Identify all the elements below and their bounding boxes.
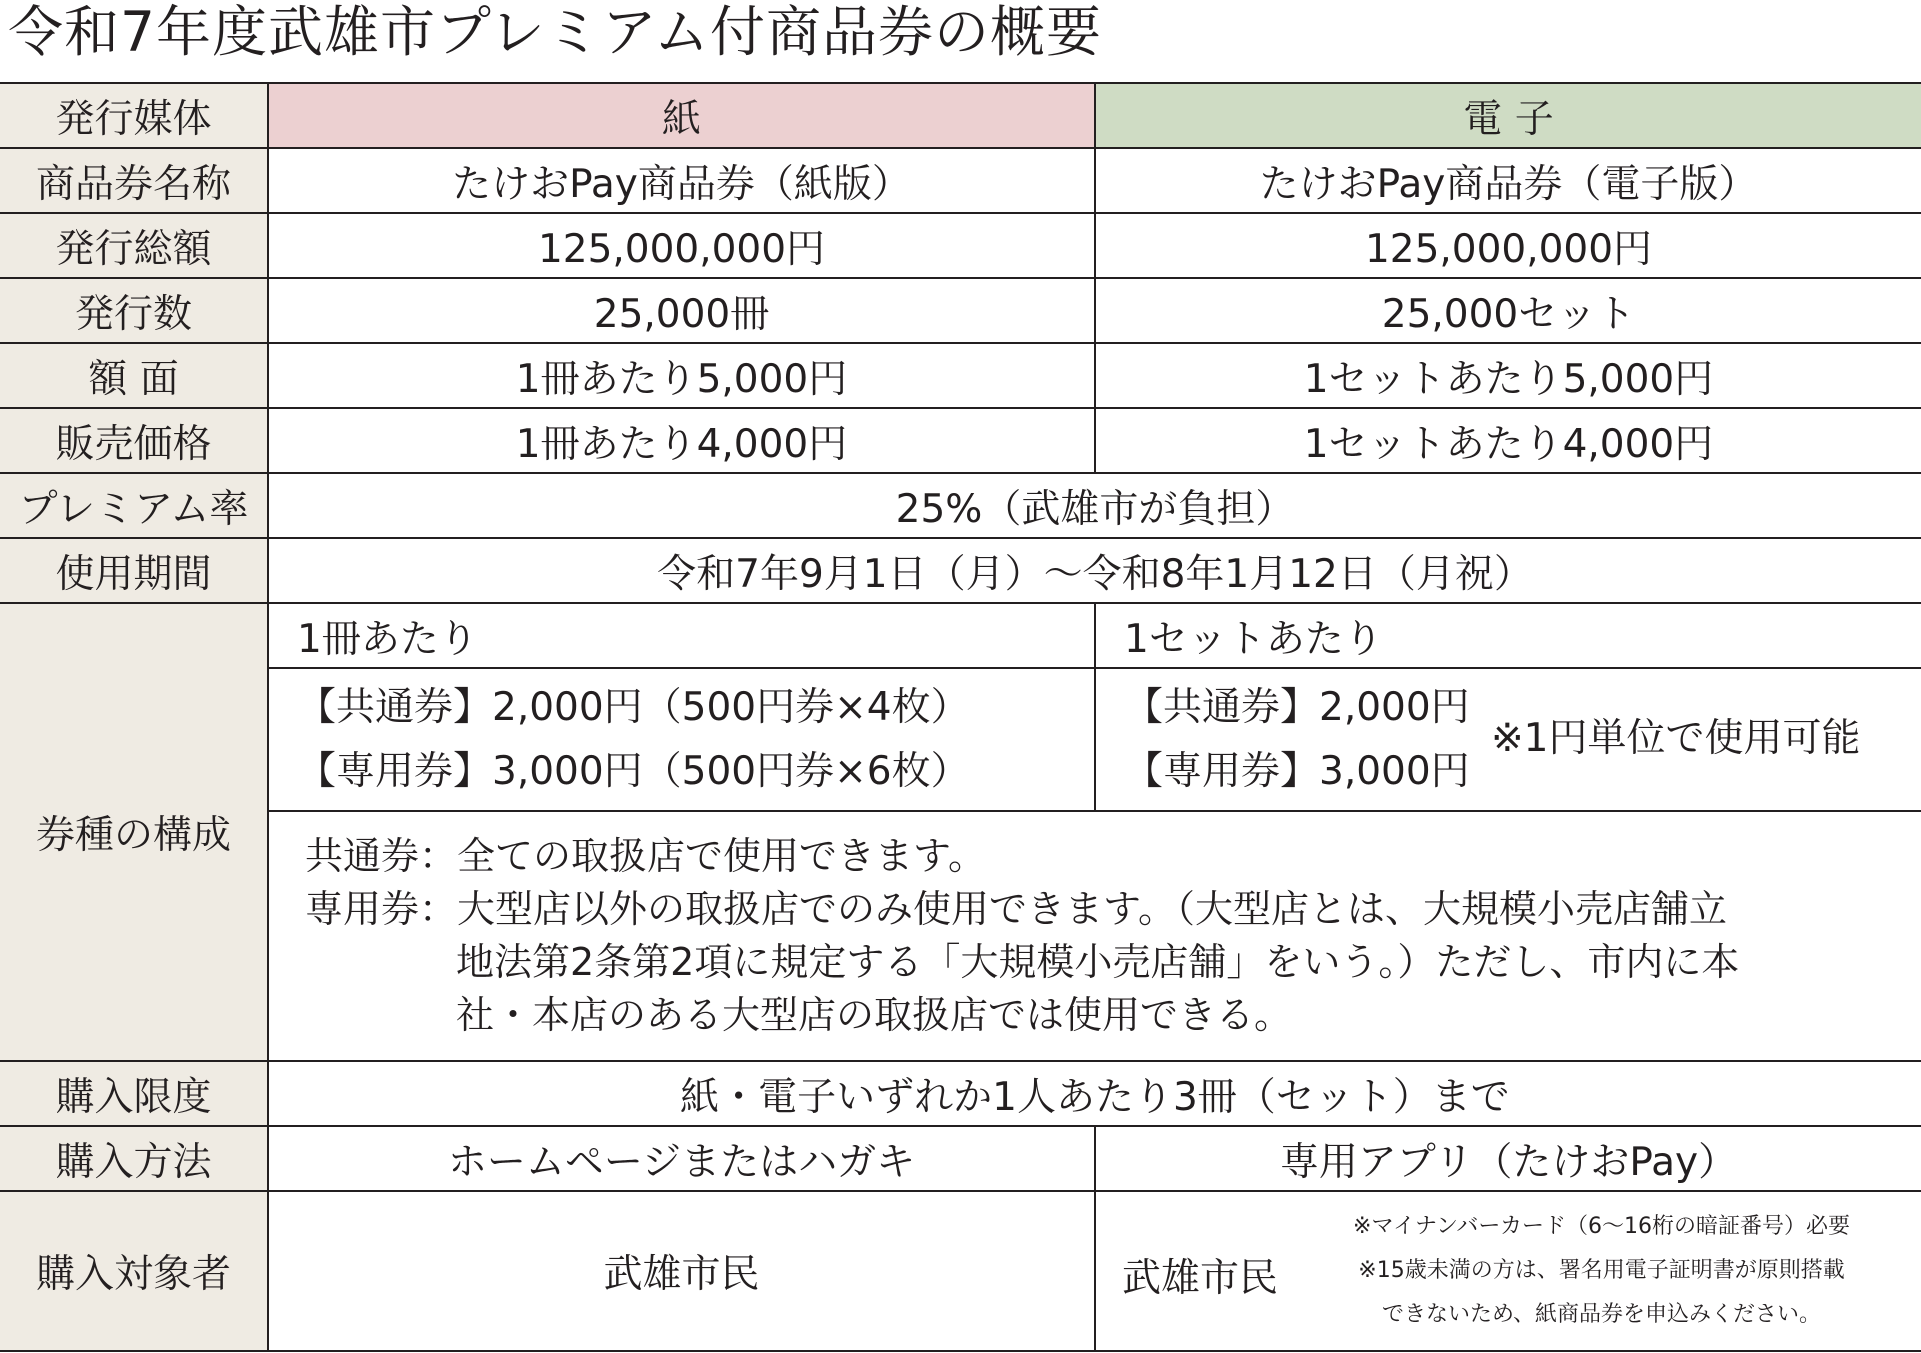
- summary-table: [0, 82, 1921, 1352]
- paper-value: 武雄市民: [268, 1191, 1095, 1351]
- row-period: [0, 538, 1921, 603]
- electronic-value: 専用アプリ（たけおPay）: [1095, 1126, 1921, 1191]
- row-label: 発行総額: [0, 213, 268, 278]
- row-name: [0, 148, 1921, 213]
- row-label: 額 面: [0, 343, 268, 408]
- electronic-usage-note: ※1円単位で使用可能: [1491, 716, 1861, 761]
- paper-tickets: [268, 668, 1095, 811]
- paper-per: 1冊あたり: [268, 603, 1095, 668]
- paper-value: 125,000,000円: [268, 213, 1095, 278]
- row-label: 使用期間: [0, 538, 268, 603]
- row-price: [0, 408, 1921, 473]
- page-title: 令和7年度武雄市プレミアム付商品券の概要: [8, 0, 1102, 64]
- electronic-header: 電 子: [1095, 83, 1921, 148]
- row-total: [0, 213, 1921, 278]
- electronic-common-ticket: 【共通券】2,000円: [1124, 684, 1470, 730]
- electronic-tickets: [1095, 668, 1921, 811]
- row-label: 商品券名称: [0, 148, 268, 213]
- electronic-target-cell: [1095, 1191, 1921, 1351]
- row-label: 購入方法: [0, 1126, 268, 1191]
- paper-value: 1冊あたり4,000円: [268, 408, 1095, 473]
- electronic-value: 25,000セット: [1095, 278, 1921, 343]
- row-composition-per: [0, 603, 1921, 668]
- row-label: プレミアム率: [0, 473, 268, 538]
- row-face: [0, 343, 1921, 408]
- row-target: [0, 1191, 1921, 1351]
- row-label: 発行媒体: [0, 83, 268, 148]
- row-media: [0, 83, 1921, 148]
- row-composition-tickets: [0, 668, 1921, 811]
- electronic-value: 武雄市民: [1122, 1256, 1279, 1301]
- row-label: 購入対象者: [0, 1191, 268, 1351]
- row-label: 購入限度: [0, 1061, 268, 1126]
- target-note-3: できないため、紙商品券を申込みください。: [1381, 1302, 1822, 1327]
- target-note-2: ※15歳未満の方は、署名用電子証明書が原則搭載: [1358, 1258, 1845, 1283]
- paper-value: たけおPay商品券（紙版）: [268, 148, 1095, 213]
- row-label: 販売価格: [0, 408, 268, 473]
- paper-value: ホームページまたはハガキ: [268, 1126, 1095, 1191]
- special-ticket-desc-3: 社・本店のある大型店の取扱店では使用できる。: [456, 993, 1293, 1037]
- electronic-per: 1セットあたり: [1095, 603, 1921, 668]
- row-premium: [0, 473, 1921, 538]
- limit-value: 紙・電子いずれか1人あたり3冊（セット）まで: [268, 1061, 1921, 1126]
- special-ticket-desc-2: 地法第2条第2項に規定する「大規模小売店舗」をいう。）ただし、市内に本: [456, 940, 1740, 984]
- row-label: 券種の構成: [0, 603, 268, 1061]
- special-ticket-desc-1: 専用券：大型店以外の取扱店でのみ使用できます。（大型店とは、大規模小売店舗立: [305, 887, 1727, 931]
- electronic-special-ticket: 【専用券】3,000円: [1124, 748, 1470, 794]
- row-composition-desc: [0, 811, 1921, 1061]
- row-label: 発行数: [0, 278, 268, 343]
- premium-value: 25%（武雄市が負担）: [268, 473, 1921, 538]
- paper-common-ticket: 【共通券】2,000円（500円券×4枚）: [297, 684, 970, 730]
- electronic-value: 125,000,000円: [1095, 213, 1921, 278]
- period-value: 令和7年9月1日（月）～令和8年1月12日（月祝）: [268, 538, 1921, 603]
- target-note-1: ※マイナンバーカード（6～16桁の暗証番号）必要: [1353, 1214, 1850, 1239]
- row-count: [0, 278, 1921, 343]
- electronic-value: 1セットあたり4,000円: [1095, 408, 1921, 473]
- row-method: [0, 1126, 1921, 1191]
- paper-value: 25,000冊: [268, 278, 1095, 343]
- ticket-descriptions: [268, 811, 1921, 1061]
- paper-value: 1冊あたり5,000円: [268, 343, 1095, 408]
- electronic-value: 1セットあたり5,000円: [1095, 343, 1921, 408]
- paper-special-ticket: 【専用券】3,000円（500円券×6枚）: [297, 748, 970, 794]
- electronic-value: たけおPay商品券（電子版）: [1095, 148, 1921, 213]
- paper-header: 紙: [268, 83, 1095, 148]
- row-limit: [0, 1061, 1921, 1126]
- common-ticket-desc: 共通券：全ての取扱店で使用できます。: [305, 834, 986, 878]
